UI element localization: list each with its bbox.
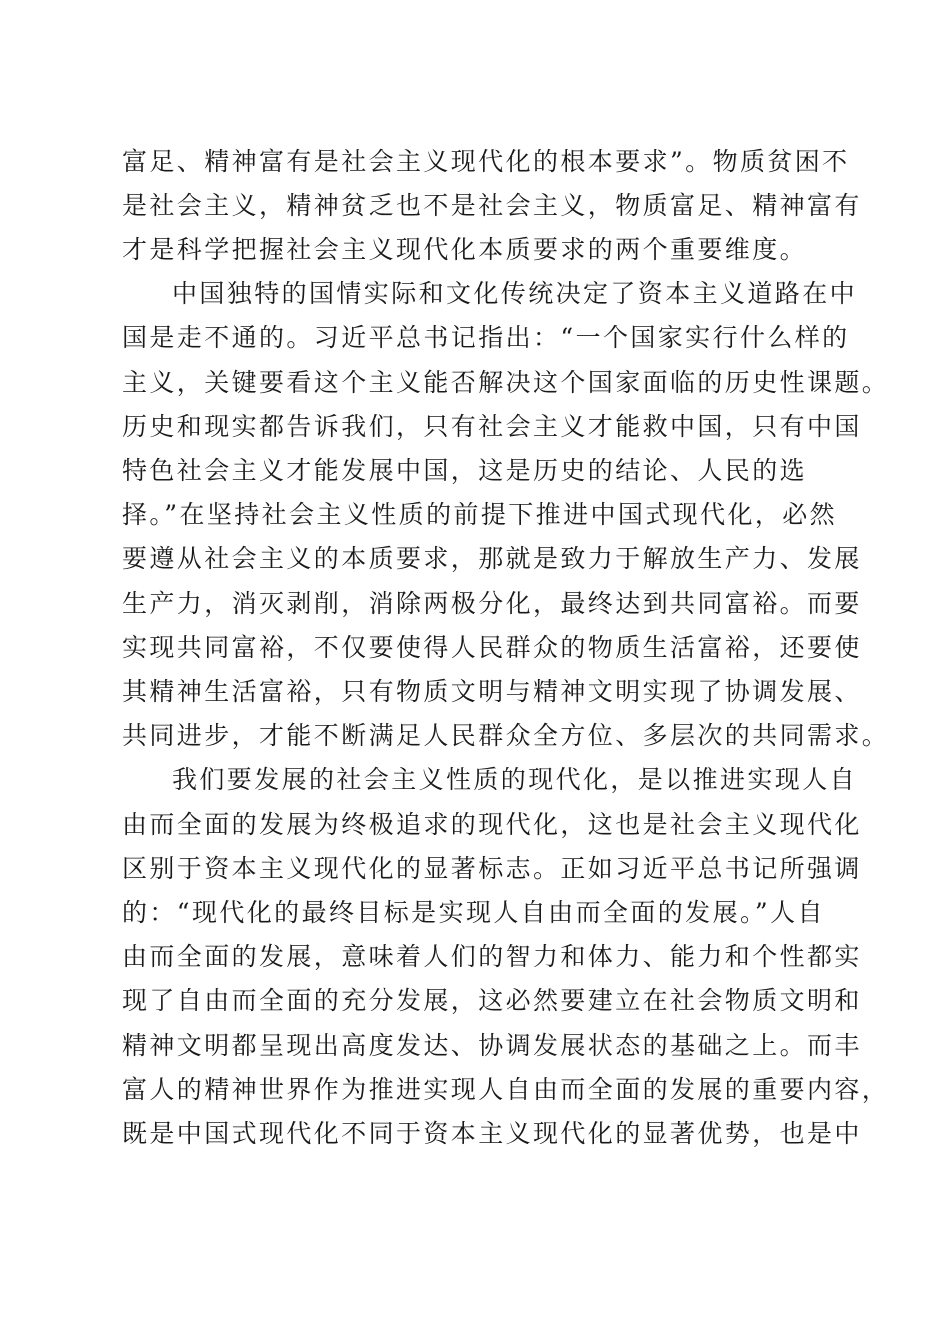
text-line: 主义，关键要看这个主义能否解决这个国家面临的历史性课题。 bbox=[122, 368, 890, 397]
text-line: 才是科学把握社会主义现代化本质要求的两个重要维度。 bbox=[122, 235, 808, 264]
text-line: 由而全面的发展为终极追求的现代化，这也是社会主义现代化 bbox=[122, 810, 862, 839]
text-line: 区别于资本主义现代化的显著标志。正如习近平总书记所强调 bbox=[122, 854, 862, 883]
text-line: 是社会主义，精神贫乏也不是社会主义，物质富足、精神富有 bbox=[122, 191, 862, 220]
text-line: 特色社会主义才能发展中国，这是历史的结论、人民的选 bbox=[122, 456, 808, 485]
text-line: 的：“现代化的最终目标是实现人自由而全面的发展。”人自 bbox=[122, 898, 825, 927]
text-line: 精神文明都呈现出高度发达、协调发展状态的基础之上。而丰 bbox=[122, 1031, 862, 1060]
text-line: 既是中国式现代化不同于资本主义现代化的显著优势，也是中 bbox=[122, 1119, 862, 1148]
text-line: 富足、精神富有是社会主义现代化的根本要求”。物质贫困不 bbox=[122, 147, 850, 176]
text-line: 实现共同富裕，不仅要使得人民群众的物质生活富裕，还要使 bbox=[122, 633, 862, 662]
text-line: 国是走不通的。习近平总书记指出：“一个国家实行什么样的 bbox=[122, 323, 850, 352]
text-line: 现了自由而全面的充分发展，这必然要建立在社会物质文明和 bbox=[122, 986, 862, 1015]
text-line: 其精神生活富裕，只有物质文明与精神文明实现了协调发展、 bbox=[122, 677, 862, 706]
text-line: 由而全面的发展，意味着人们的智力和体力、能力和个性都实 bbox=[122, 942, 862, 971]
text-line: 富人的精神世界作为推进实现人自由而全面的发展的重要内容， bbox=[122, 1075, 890, 1104]
text-line: 历史和现实都告诉我们，只有社会主义才能救中国，只有中国 bbox=[122, 412, 862, 441]
text-line: 共同进步，才能不断满足人民群众全方位、多层次的共同需求。 bbox=[122, 721, 890, 750]
text-line: 择。”在坚持社会主义性质的前提下推进中国式现代化，必然 bbox=[122, 500, 838, 529]
text-line: 要遵从社会主义的本质要求，那就是致力于解放生产力、发展 bbox=[122, 544, 862, 573]
text-line: 中国独特的国情实际和文化传统决定了资本主义道路在中 bbox=[172, 279, 858, 308]
text-line: 生产力，消灭剥削，消除两极分化，最终达到共同富裕。而要 bbox=[122, 589, 862, 618]
text-line: 我们要发展的社会主义性质的现代化，是以推进实现人自 bbox=[172, 765, 858, 794]
